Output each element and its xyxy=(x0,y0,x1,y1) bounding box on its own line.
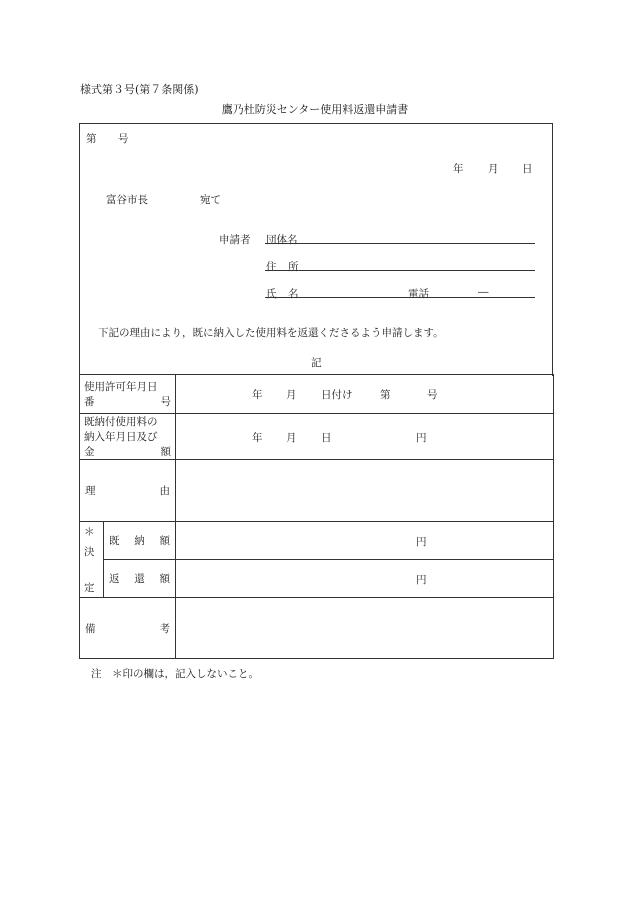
permission-month: 月 xyxy=(286,389,297,401)
form-number-label: 様式第３号(第７条関係) xyxy=(80,83,199,96)
number-suffix: 号 xyxy=(118,133,129,145)
permission-label-line1: 使用許可年月日 xyxy=(84,381,158,393)
applicant-label: 申請者 xyxy=(219,234,251,246)
table-row-paid xyxy=(80,414,554,460)
application-table xyxy=(79,374,554,659)
decision-paid-value-cell[interactable] xyxy=(176,522,554,560)
addressee-suffix: 宛て xyxy=(200,194,221,206)
permission-value-cell[interactable] xyxy=(176,375,554,414)
decision-refund-hen: 返 xyxy=(109,573,120,585)
paid-label-gaku: 額 xyxy=(160,446,171,458)
table-row-decision-paid xyxy=(80,522,554,560)
permission-label-cell xyxy=(80,375,176,414)
paid-label-cell xyxy=(80,414,176,460)
reason-label-ri: 理 xyxy=(85,485,96,497)
paid-month: 月 xyxy=(286,432,297,444)
decision-refund-gaku: 額 xyxy=(159,573,170,585)
table-row-remarks xyxy=(80,598,554,659)
reason-value-cell[interactable] xyxy=(176,460,554,522)
table-row-decision-refund xyxy=(80,560,554,598)
request-statement: 下記の理由により，既に納入した使用料を返還くださるよう申請します。 xyxy=(98,327,444,339)
date-day: 日 xyxy=(522,163,533,175)
phone-dash: ― xyxy=(478,286,489,298)
decision-refund-label-cell xyxy=(104,560,176,598)
name-label-2: 名 xyxy=(288,288,299,300)
footnote: 注 ＊印の欄は，記入しないこと。 xyxy=(91,668,259,680)
decision-label-cell xyxy=(80,522,104,598)
reason-label-cell xyxy=(80,460,176,522)
decision-label-tei: 定 xyxy=(84,582,95,594)
page-title: 鷹乃杜防災センター使用料返還申請書 xyxy=(221,103,409,116)
paid-label-line2: 納入年月日及び xyxy=(84,431,158,443)
phone-label: 電話 xyxy=(408,288,429,300)
address-field[interactable] xyxy=(265,270,535,271)
table-row-reason xyxy=(80,460,554,522)
number-prefix: 第 xyxy=(86,133,97,145)
paid-yen: 円 xyxy=(416,432,427,444)
decision-refund-yen: 円 xyxy=(416,574,427,586)
address-label-2: 所 xyxy=(288,261,299,273)
paid-year: 年 xyxy=(252,432,263,444)
paid-label-line1: 既納付使用料の xyxy=(84,416,158,428)
decision-paid-gaku: 額 xyxy=(159,535,170,547)
application-header-box xyxy=(79,123,553,376)
paid-day: 日 xyxy=(321,432,332,444)
permission-no-prefix: 第 xyxy=(380,389,391,401)
ki-heading: 記 xyxy=(311,357,322,369)
reason-label-yu: 由 xyxy=(159,485,170,497)
remarks-label-bi: 備 xyxy=(85,622,96,635)
decision-refund-value-cell[interactable] xyxy=(176,560,554,598)
permission-dated: 日付け xyxy=(321,389,353,401)
decision-mark: ＊ xyxy=(84,526,95,538)
decision-paid-yen: 円 xyxy=(416,536,427,548)
decision-refund-kan: 還 xyxy=(134,573,145,585)
addressee: 富谷市長 xyxy=(106,194,148,206)
group-name-label: 団体名 xyxy=(266,234,298,246)
permission-label-go: 号 xyxy=(160,396,171,408)
permission-label-ban: 番 xyxy=(84,396,95,408)
decision-paid-label-cell xyxy=(104,522,176,560)
remarks-label-cell xyxy=(80,598,176,659)
name-label-1: 氏 xyxy=(266,288,277,300)
permission-no-suffix: 号 xyxy=(427,389,438,401)
permission-year: 年 xyxy=(252,389,263,401)
remarks-value-cell[interactable] xyxy=(176,598,554,659)
decision-paid-ki: 既 xyxy=(109,535,120,547)
date-year: 年 xyxy=(453,163,464,175)
table-row-permission xyxy=(80,375,554,414)
paid-value-cell[interactable] xyxy=(176,414,554,460)
group-name-field[interactable] xyxy=(265,243,535,244)
address-label-1: 住 xyxy=(266,261,277,273)
decision-label-ketsu: 決 xyxy=(84,546,95,558)
name-phone-field[interactable] xyxy=(265,297,535,298)
remarks-label-kou: 考 xyxy=(159,622,170,635)
decision-paid-nou: 納 xyxy=(134,535,145,547)
date-month: 月 xyxy=(488,163,499,175)
paid-label-kin: 金 xyxy=(84,446,95,458)
